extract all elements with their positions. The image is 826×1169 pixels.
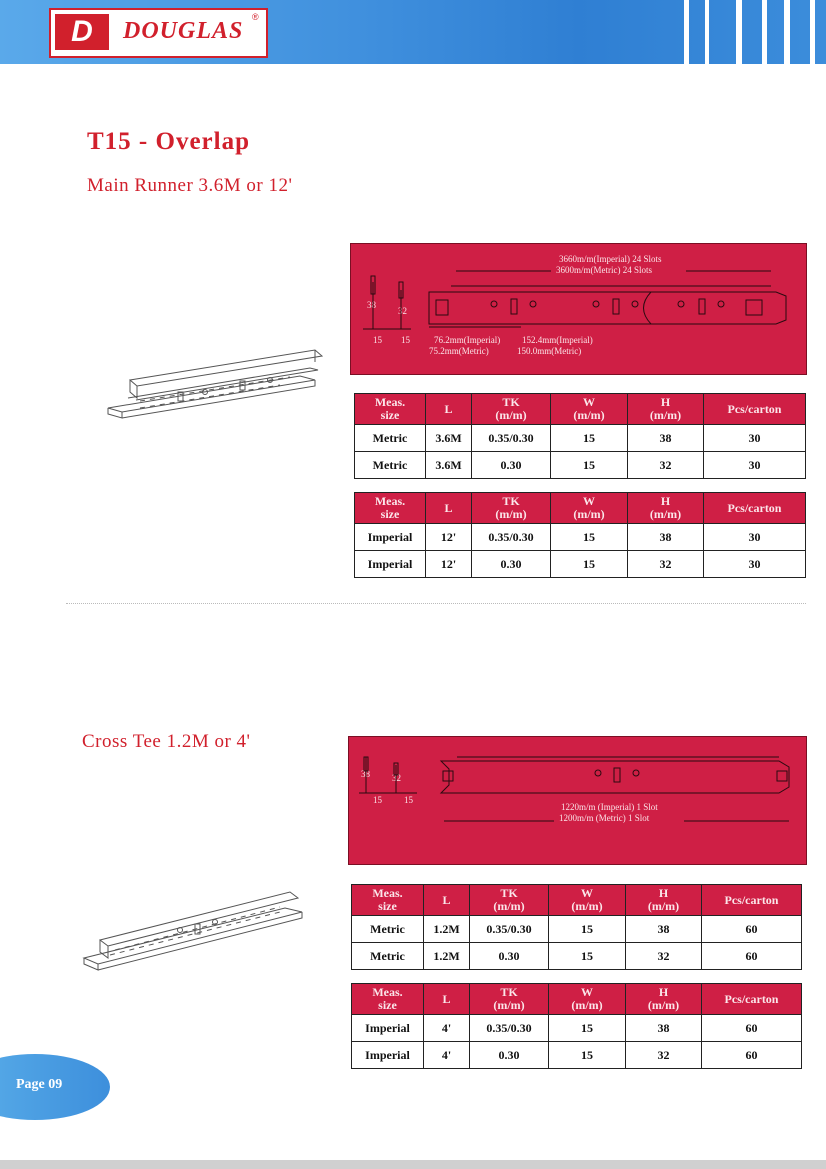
main-runner-metric-table <box>354 393 806 479</box>
pitch-metric-label: 75.2mm(Metric) <box>429 346 489 356</box>
pitch-metric-label: 150.0mm(Metric) <box>517 346 582 356</box>
cell-l: 1.2M <box>424 916 470 943</box>
header-tk: TK (m/m) <box>470 984 549 1015</box>
header-meas-size: Meas. size <box>355 394 426 425</box>
header-w: W (m/m) <box>549 885 626 916</box>
width-15-label: 15 <box>373 795 382 805</box>
table-row <box>355 452 806 479</box>
table-row <box>352 1042 802 1069</box>
cell-pcs: 60 <box>702 943 802 970</box>
cell-meas: Metric <box>355 425 426 452</box>
main-runner-title: Main Runner 3.6M or 12' <box>87 175 293 196</box>
header-l: L <box>424 984 470 1015</box>
cell-pcs: 30 <box>704 551 806 578</box>
cell-w: 15 <box>551 551 628 578</box>
page-number-badge <box>0 1054 110 1120</box>
cell-meas: Metric <box>352 916 424 943</box>
header-stripe <box>762 0 767 64</box>
pitch-imperial-label: 152.4mm(Imperial) <box>522 335 593 345</box>
table-row <box>355 524 806 551</box>
header-h: H (m/m) <box>628 493 704 524</box>
cell-h: 32 <box>628 452 704 479</box>
width-15-label: 15 <box>373 335 382 345</box>
registered-mark: ® <box>252 12 259 22</box>
cell-h: 38 <box>626 916 702 943</box>
cell-l: 12' <box>426 524 472 551</box>
cell-l: 3.6M <box>426 452 472 479</box>
cell-w: 15 <box>549 916 626 943</box>
header-h: H (m/m) <box>626 984 702 1015</box>
cell-l: 4' <box>424 1015 470 1042</box>
length-imperial-label: 3660m/m(Imperial) 24 Slots <box>559 254 662 264</box>
header-meas-size: Meas. size <box>352 984 424 1015</box>
header-meas-size: Meas. size <box>355 493 426 524</box>
height-32-label: 32 <box>398 306 407 316</box>
page-number: Page 09 <box>16 1077 63 1092</box>
cell-tk: 0.30 <box>470 1042 549 1069</box>
length-metric-label: 3600m/m(Metric) 24 Slots <box>556 265 652 275</box>
height-38-label: 38 <box>361 769 370 779</box>
cell-w: 15 <box>551 452 628 479</box>
main-runner-imperial-table <box>354 492 806 578</box>
cell-w: 15 <box>549 943 626 970</box>
cell-pcs: 60 <box>702 916 802 943</box>
section-divider <box>66 603 806 604</box>
cross-tee-imperial-table <box>351 983 802 1069</box>
cross-tee-illustration <box>80 880 320 975</box>
cell-w: 15 <box>551 524 628 551</box>
cell-h: 32 <box>626 943 702 970</box>
header-stripe <box>705 0 709 64</box>
brand-name: DOUGLAS <box>123 18 244 44</box>
header-pcs-carton: Pcs/carton <box>702 984 802 1015</box>
table-row <box>352 943 802 970</box>
cell-meas: Imperial <box>352 1015 424 1042</box>
header-w: W (m/m) <box>551 394 628 425</box>
cell-pcs: 30 <box>704 425 806 452</box>
table-row <box>352 1015 802 1042</box>
header-stripe <box>810 0 815 64</box>
main-runner-diagram <box>350 243 807 375</box>
cell-tk: 0.35/0.30 <box>472 524 551 551</box>
cell-tk: 0.35/0.30 <box>472 425 551 452</box>
length-imperial-label: 1220m/m (Imperial) 1 Slot <box>561 802 658 812</box>
cell-tk: 0.30 <box>472 452 551 479</box>
table-header-row <box>355 493 806 524</box>
height-38-label: 38 <box>367 300 376 310</box>
cell-pcs: 30 <box>704 524 806 551</box>
cell-w: 15 <box>549 1042 626 1069</box>
width-15-label: 15 <box>404 795 413 805</box>
cell-w: 15 <box>549 1015 626 1042</box>
brand-logo <box>49 8 268 58</box>
table-row <box>355 551 806 578</box>
cell-tk: 0.35/0.30 <box>470 916 549 943</box>
table-header-row <box>352 984 802 1015</box>
cell-l: 12' <box>426 551 472 578</box>
runner-profile-drawing <box>351 244 806 374</box>
header-pcs-carton: Pcs/carton <box>704 493 806 524</box>
header-h: H (m/m) <box>628 394 704 425</box>
table-row <box>352 916 802 943</box>
header-w: W (m/m) <box>549 984 626 1015</box>
header-l: L <box>424 885 470 916</box>
logo-mark-icon: D <box>55 14 109 50</box>
cell-tk: 0.30 <box>472 551 551 578</box>
header-w: W (m/m) <box>551 493 628 524</box>
height-32-label: 32 <box>392 773 401 783</box>
cell-l: 3.6M <box>426 425 472 452</box>
header-pcs-carton: Pcs/carton <box>702 885 802 916</box>
product-title: T15 - Overlap <box>87 128 250 155</box>
header-tk: TK (m/m) <box>472 394 551 425</box>
header-l: L <box>426 493 472 524</box>
table-header-row <box>352 885 802 916</box>
cell-meas: Metric <box>355 452 426 479</box>
header-h: H (m/m) <box>626 885 702 916</box>
cell-w: 15 <box>551 425 628 452</box>
cell-meas: Imperial <box>352 1042 424 1069</box>
width-15-label: 15 <box>401 335 410 345</box>
footer-bar <box>0 1160 826 1169</box>
cell-pcs: 60 <box>702 1042 802 1069</box>
cell-h: 32 <box>628 551 704 578</box>
header-tk: TK (m/m) <box>472 493 551 524</box>
main-runner-illustration <box>100 340 330 430</box>
cell-tk: 0.30 <box>470 943 549 970</box>
header-meas-size: Meas. size <box>352 885 424 916</box>
cross-tee-diagram <box>348 736 807 865</box>
cell-meas: Metric <box>352 943 424 970</box>
header-tk: TK (m/m) <box>470 885 549 916</box>
header-stripe <box>684 0 689 64</box>
header-bar <box>0 0 826 64</box>
cross-tee-metric-table <box>351 884 802 970</box>
cell-meas: Imperial <box>355 524 426 551</box>
cell-l: 4' <box>424 1042 470 1069</box>
cell-pcs: 30 <box>704 452 806 479</box>
cell-meas: Imperial <box>355 551 426 578</box>
cell-h: 38 <box>626 1015 702 1042</box>
header-stripe <box>736 0 742 64</box>
table-header-row <box>355 394 806 425</box>
cross-tee-profile-drawing <box>349 737 806 864</box>
header-stripe <box>784 0 790 64</box>
cell-h: 38 <box>628 524 704 551</box>
table-row <box>355 425 806 452</box>
cell-h: 32 <box>626 1042 702 1069</box>
cell-h: 38 <box>628 425 704 452</box>
length-metric-label: 1200m/m (Metric) 1 Slot <box>559 813 650 823</box>
cell-l: 1.2M <box>424 943 470 970</box>
cell-tk: 0.35/0.30 <box>470 1015 549 1042</box>
header-pcs-carton: Pcs/carton <box>704 394 806 425</box>
header-l: L <box>426 394 472 425</box>
cell-pcs: 60 <box>702 1015 802 1042</box>
pitch-imperial-label: 76.2mm(Imperial) <box>434 335 501 345</box>
cross-tee-title: Cross Tee 1.2M or 4' <box>82 731 251 752</box>
